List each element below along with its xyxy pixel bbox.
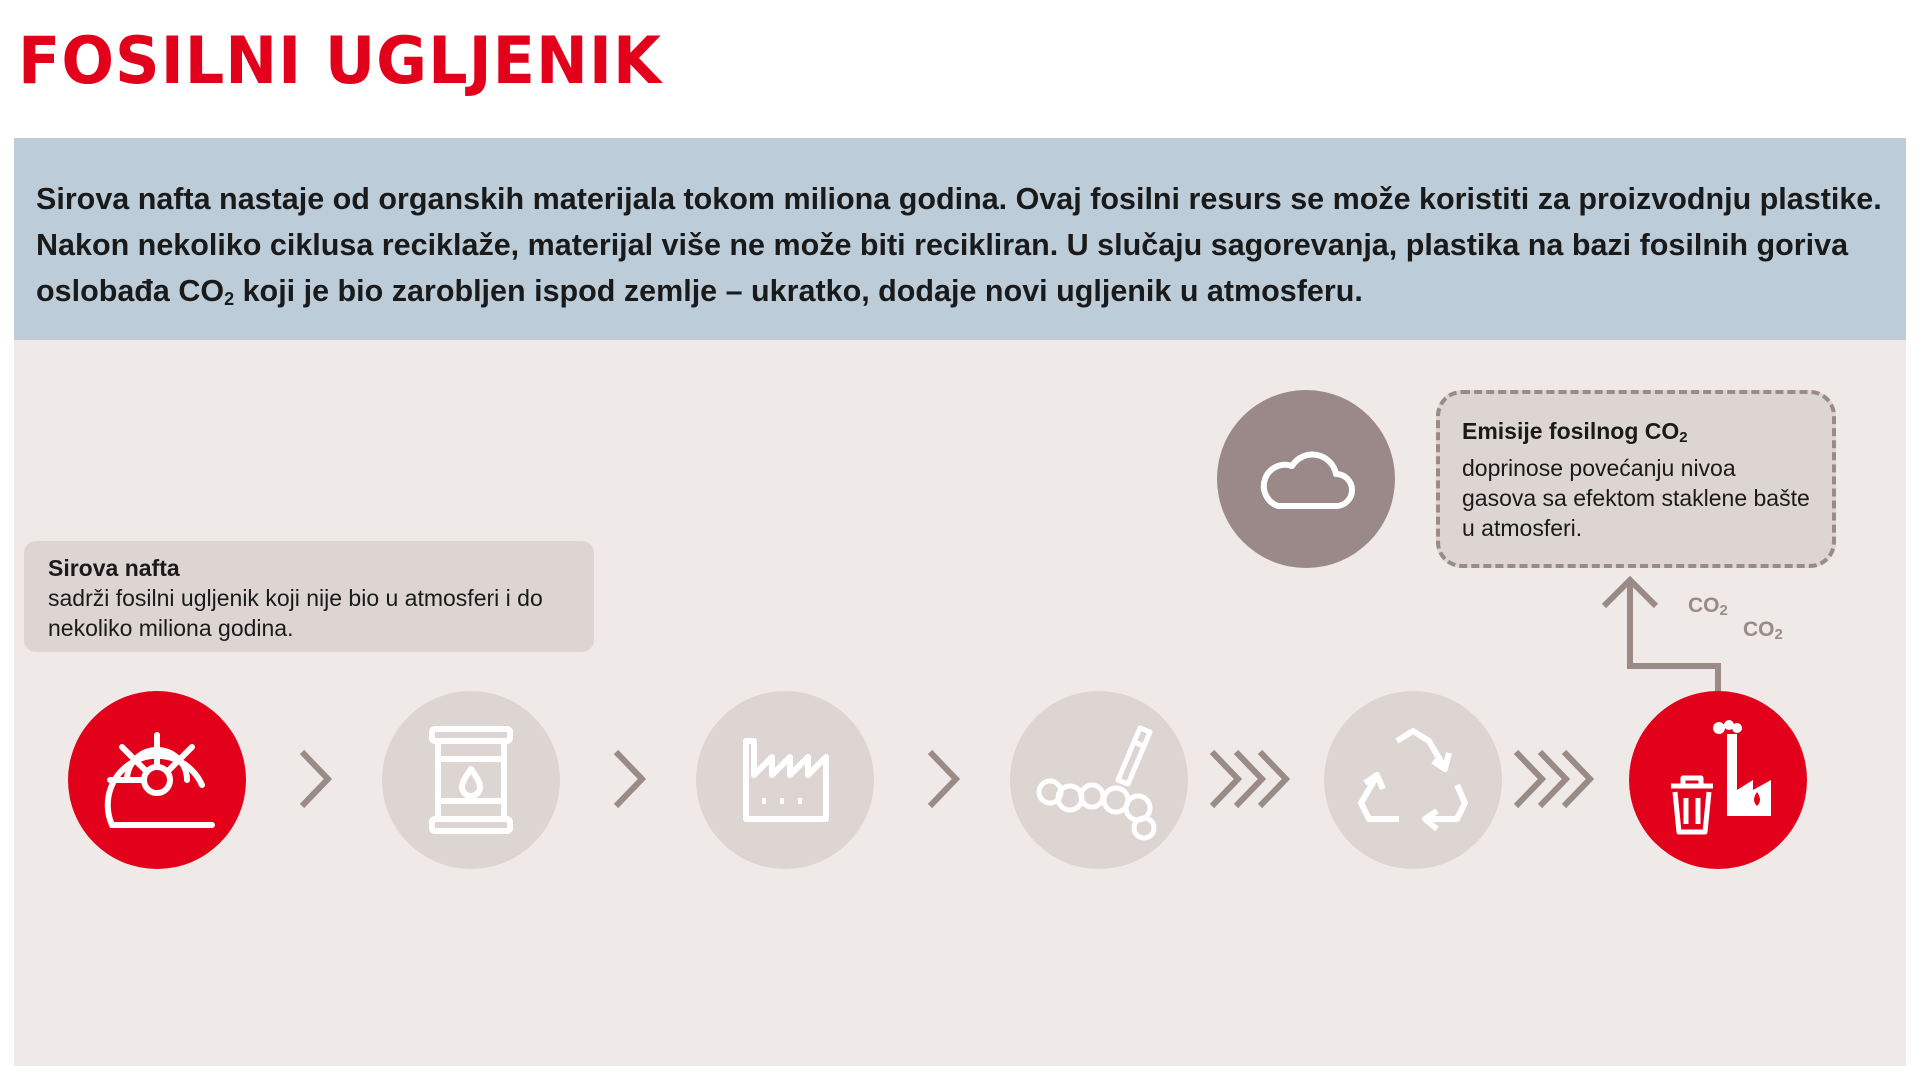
intro-box	[14, 138, 1906, 340]
step-incineration-circle	[1629, 691, 1807, 869]
step-production-circle	[696, 691, 874, 869]
recycle-icon	[1353, 725, 1473, 835]
plastic-pellets-icon	[1034, 720, 1164, 840]
intro-co2-subscript: 2	[224, 289, 235, 309]
co2-label-1-text: CO	[1688, 594, 1720, 617]
co2-label-2-subscript: 2	[1774, 626, 1783, 643]
incineration-icon	[1653, 720, 1783, 840]
factory-icon	[740, 735, 830, 825]
intro-text-part1: Sirova nafta nastaje od organskih materijala tokom miliona godina. Ovaj fosilni resurs se može koristiti za proizvodnju plastike. Nakon nekoliko ciklusa reciklaže, materijal više ne može biti recikliran. U slučaju sagorevanja, plastika na bazi fosilnih goriva oslobađa CO	[36, 182, 1882, 308]
triple-chevron-icon	[1208, 748, 1294, 810]
fossil-emission-description: doprinose povećanju nivoa gasova sa efektom staklene bašte u atmosferi.	[1462, 455, 1810, 541]
oil-barrel-icon	[426, 725, 516, 835]
crude-oil-description: sadrži fosilni ugljenik koji nije bio u atmosferi i do nekoliko miliona godina.	[48, 585, 543, 641]
triple-chevron-icon	[1512, 748, 1598, 810]
chevron-right-icon	[296, 748, 336, 810]
co2-label-2-text: CO	[1743, 618, 1775, 641]
fossil-emission-heading-subscript: 2	[1679, 429, 1688, 446]
page-title: FOSILNI UGLJENIK	[18, 22, 662, 99]
step-oil-barrel-circle	[382, 691, 560, 869]
intro-text-part2: koji je bio zarobljen ispod zemlje – ukratko, dodaje novi ugljenik u atmosferu.	[234, 274, 1363, 308]
intro-text	[36, 176, 1884, 322]
fossil-emission-heading-text: Emisije fosilnog CO	[1462, 418, 1680, 444]
crude-oil-heading: Sirova nafta	[48, 555, 180, 581]
chevron-right-icon	[610, 748, 650, 810]
fossil-emission-heading	[1462, 416, 1810, 453]
crude-oil-callout	[24, 541, 594, 652]
cloud-icon	[1256, 444, 1356, 514]
step-crude-oil-circle	[68, 691, 246, 869]
co2-label-1-subscript: 2	[1719, 602, 1728, 619]
chevron-right-icon	[924, 748, 964, 810]
step-recycling-circle	[1324, 691, 1502, 869]
fossil-emission-callout	[1436, 390, 1836, 568]
ammonite-fossil-icon	[92, 725, 222, 835]
co2-label-1	[1688, 594, 1728, 619]
atmosphere-cloud-circle	[1217, 390, 1395, 568]
co2-label-2	[1743, 618, 1783, 643]
step-plastic-circle	[1010, 691, 1188, 869]
emission-up-arrow	[1590, 574, 1730, 694]
